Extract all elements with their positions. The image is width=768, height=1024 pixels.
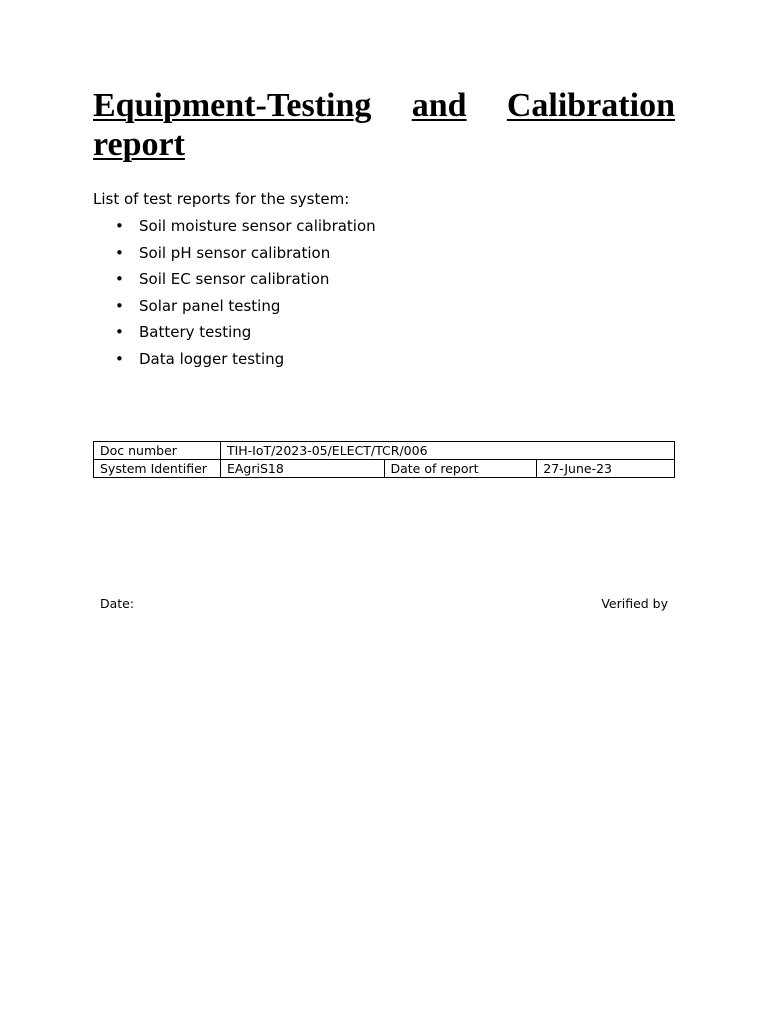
document-title — [93, 86, 675, 164]
doc-number-value: TIH-IoT/2023-05/ELECT/TCR/006 — [220, 442, 674, 460]
bullet-icon: • — [115, 323, 124, 342]
system-identifier-label: System Identifier — [94, 460, 221, 478]
list-item-label: Soil pH sensor calibration — [139, 243, 331, 262]
list-item-label: Solar panel testing — [139, 296, 281, 315]
document-info-table — [93, 441, 675, 478]
bullet-icon: • — [115, 217, 124, 235]
document-page — [93, 86, 675, 376]
list-item — [93, 296, 675, 316]
list-item — [93, 243, 675, 263]
date-of-report-value: 27-June-23 — [537, 460, 675, 478]
list-item-label: Soil EC sensor calibration — [139, 270, 330, 289]
footer-date-label: Date: — [100, 596, 135, 611]
title-word-3: Calibration — [506, 87, 675, 124]
table-row — [94, 460, 675, 478]
bullet-icon: • — [115, 349, 124, 368]
intro-text: List of test reports for the system: — [93, 190, 350, 208]
bullet-icon: • — [115, 296, 124, 315]
list-item — [93, 216, 675, 236]
list-item-label: Data logger testing — [139, 349, 285, 368]
bullet-icon: • — [115, 243, 124, 262]
list-item — [93, 349, 675, 369]
list-item-label: Soil moisture sensor calibration — [139, 217, 376, 235]
table-row — [94, 442, 675, 460]
title-word-1: Equipment-Testing — [93, 87, 372, 124]
list-item — [93, 322, 675, 342]
system-identifier-value: EAgriS18 — [220, 460, 384, 478]
bullet-icon: • — [115, 270, 124, 289]
report-list — [93, 216, 675, 369]
list-item-label: Battery testing — [139, 323, 252, 342]
title-line-1 — [93, 86, 675, 125]
footer-verified-label: Verified by — [601, 596, 668, 611]
title-line-2: report — [93, 126, 185, 163]
doc-number-label: Doc number — [94, 442, 221, 460]
title-word-2: and — [411, 87, 467, 124]
list-item — [93, 269, 675, 289]
date-of-report-label: Date of report — [384, 460, 537, 478]
